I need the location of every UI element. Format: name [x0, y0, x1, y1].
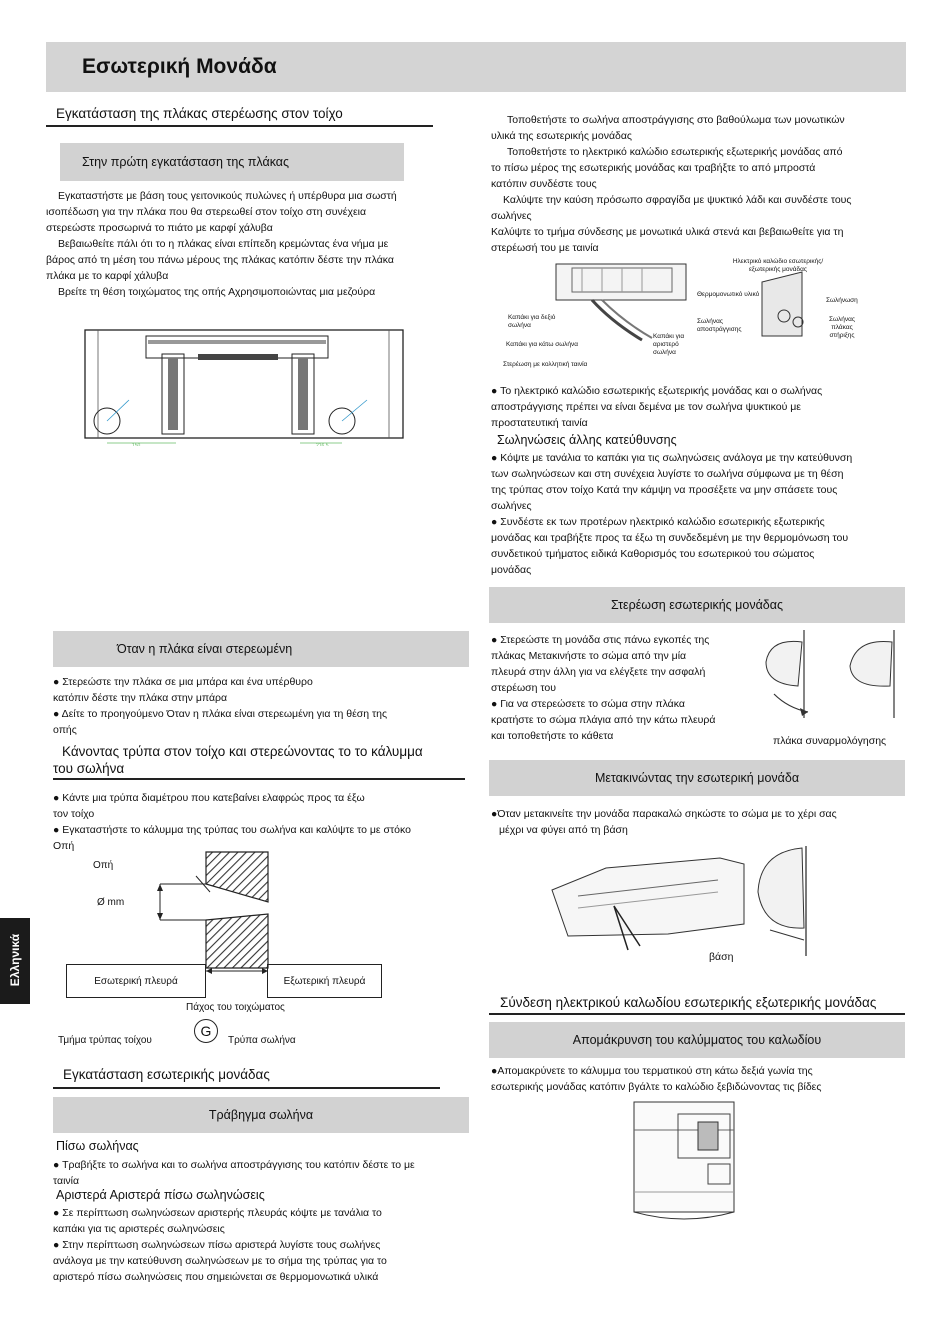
label-right-cap: Καπάκι για δεξιό σωλήνα: [508, 314, 556, 329]
text-line: συνδετικού τμήματος ειδικά Καθορισμός του εσωτερικού του σώματος: [491, 548, 815, 560]
text-line: Καλύψτε την καύση πρόσωπο σφραγίδα με ψυκτικό λάδι και συνδέστε τους: [503, 194, 852, 206]
left-pipes-text: [53, 1205, 465, 1285]
g-symbol-label: G: [200, 1023, 212, 1039]
assembly-plate-caption: πλάκα συναρμολόγησης: [773, 735, 887, 747]
text-line: των σωληνώσεων και στη συνέχεια λυγίστε το σωλήνα σύμφωνα με τη θέση: [491, 468, 844, 480]
text-line: ● Για να στερεώσετε το σώμα στην πλάκα: [491, 698, 685, 710]
subsection-box-cable-cover: [489, 1022, 905, 1058]
section-title-install-indoor: Εγκατάσταση εσωτερικής μονάδας: [63, 1067, 270, 1082]
subsection-box-move-unit: [489, 760, 905, 796]
page-title-bar: [46, 42, 906, 92]
text-line: ανάλογα με την κατεύθυνση σωληνώσεων με το σήμα της τρύπας για το: [53, 1255, 387, 1267]
diagram-hole-label: Οπή: [93, 860, 114, 871]
text-line: βάρος από τη μέση του πάνω μέρους της πλάκας κατόπιν δέστε την πλάκα: [46, 254, 394, 266]
text-line: Καλύψτε το τμήμα σύνδεσης με μονωτικά υλικά στενά και βεβαιωθείτε για τη: [491, 226, 844, 238]
label-bottom-cap: Καπάκι για κάτω σωλήνα: [506, 341, 579, 348]
text-line: στερέωση του: [491, 682, 556, 694]
section-title-drilling-2: του σωλήνα: [53, 761, 125, 776]
subsection-box-label: Τράβηγμα σωλήνα: [208, 1108, 314, 1122]
text-line: καπάκι για τις αριστερές σωληνώσεις: [53, 1223, 225, 1235]
text-line: ● Στερεώστε τη μονάδα στις πάνω εγκοπές της: [491, 634, 710, 646]
base-caption: βάση: [709, 951, 734, 963]
diagram-inner-side-box: [66, 964, 206, 998]
text-line: πλευρά στην άλλη για να ελέγξετε την ασφαλή: [491, 666, 706, 678]
text-line: μονάδας και τραβήξτε προς τα έξω τη συνδεδεμένη με την θερμομόνωση του: [491, 532, 849, 544]
text-line: ● Στην περίπτωση σωληνώσεων πίσω αριστερά λυγίστε τους σωλήνες: [53, 1239, 381, 1251]
text-line: ● Το ηλεκτρικό καλώδιο εσωτερικής εξωτερικής μονάδας και ο σωλήνας: [491, 385, 823, 397]
label-drain: Σωλήνας αποστράγγισης: [697, 318, 742, 333]
text-line: ● Εγκαταστήστε το κάλυμμα της τρύπας του σωλήνα και καλύψτε το με στόκο: [53, 824, 411, 836]
subheading-left-pipes: Αριστερά Αριστερά πίσω σωληνώσεις: [56, 1188, 265, 1202]
subheading-rear-pipe: Πίσω σωλήνας: [56, 1139, 139, 1153]
text-line: ισοπέδωση για την πλάκα που θα στερεωθεί στον τοίχο στη συνέχεια: [46, 206, 367, 218]
section-rule: [489, 1013, 905, 1015]
text-line: ● Δείτε το προηγούμενο Όταν η πλάκα είναι στερεωμένη για τη θέση της: [53, 708, 388, 720]
text-line: μονάδας: [491, 564, 532, 576]
text-line: υλικά της εσωτερικής μονάδας: [491, 130, 632, 142]
text-line: οπής: [53, 724, 77, 736]
diagram-inner-side-label: Εσωτερική πλευρά: [94, 975, 178, 987]
text-line: μέχρι να φύγει από τη βάση: [499, 824, 628, 836]
thickness-arrow: [206, 968, 268, 974]
text-line: το πίσω μέρος της εσωτερικής μονάδας και τραβήξτε το από μπροστά: [491, 162, 816, 174]
subsection-box-label: Στην πρώτη εγκατάσταση της πλάκας: [82, 155, 290, 169]
section-title-wall-plate: Εγκατάσταση της πλάκας στερέωσης στον τοίχο: [56, 106, 343, 121]
subsection-box-label: Απομάκρυνση του καλύμματος του καλωδίου: [572, 1033, 822, 1047]
text-line: ● Τραβήξτε το σωλήνα και το σωλήνα αποστράγγισης του κατόπιν δέστε το με: [53, 1159, 415, 1171]
section-title-electrical: Σύνδεση ηλεκτρικού καλωδίου εσωτερικής εξωτερικής μονάδας: [500, 995, 877, 1010]
label-piping: Σωλήνωση: [826, 297, 858, 304]
first-install-text: [46, 188, 451, 300]
g-symbol-icon: [194, 1019, 218, 1043]
move-unit-text: [491, 806, 904, 838]
text-line: Οπή: [53, 840, 75, 852]
text-line: ●Όταν μετακινείτε την μονάδα παρακαλώ σηκώστε το σώμα με το χέρι σας: [491, 808, 837, 820]
text-line: εσωτερικής μονάδας κατόπιν βγάλτε το καλώδιο ξεβιδώνοντας τις βίδες: [491, 1081, 822, 1093]
text-line: ● Κάντε μια τρύπα διαμέτρου που κατεβαίνει ελαφρώς προς τα έξω: [53, 792, 365, 804]
text-line: ● Συνδέστε εκ των προτέρων ηλεκτρικό καλώδιο εσωτερικής εξωτερικής: [491, 516, 825, 528]
fix-unit-figure: [760, 626, 906, 726]
text-line: σωλήνες: [491, 500, 532, 512]
subheading-other-direction: Σωληνώσεις άλλης κατεύθυνσης: [497, 433, 677, 447]
text-line: ● Κόψτε με τανάλια το καπάκι για τις σωληνώσεις ανάλογα με την κατεύθυνση: [491, 452, 853, 464]
move-unit-figure: [548, 846, 834, 956]
subsection-box-fix-unit: [489, 587, 905, 623]
subsection-box-pull-pipe: [53, 1097, 469, 1133]
diagram-outer-side-label: Εξωτερική πλευρά: [283, 975, 366, 987]
page-title: Εσωτερική Μονάδα: [82, 55, 277, 78]
label-tape: Στερέωση με κολλητική ταινία: [503, 361, 588, 368]
text-line: ● Στερεώστε την πλάκα σε μια μπάρα και ένα υπέρθυρο: [53, 676, 313, 688]
text-line: κατόπιν δέστε την πλάκα στην μπάρα: [53, 692, 228, 704]
language-tab-label: Ελληνικά: [8, 933, 22, 987]
drilling-text: [53, 790, 465, 854]
text-line: κρατήστε το σώμα πλάγια από την κάτω πλευρά: [491, 714, 716, 726]
diagram-hole-part-label: Τμήμα τρύπας τοίχου: [58, 1035, 152, 1046]
diagram-diameter-label: Ø mm: [97, 897, 125, 908]
subsection-box-label: Μετακινώντας την εσωτερική μονάδα: [594, 771, 800, 785]
cable-bound-text: [491, 383, 904, 431]
text-line: Εγκαταστήστε με βάση τους γειτονικούς πυλώνες ή υπέρθυρα μια σωστή: [58, 190, 397, 202]
plate-fixed-text: [53, 674, 465, 738]
subsection-box-plate-fixed: [53, 631, 469, 667]
diagram-pipe-hole-label: Τρύπα σωλήνα: [228, 1035, 296, 1046]
text-line: προστατευτική ταινία: [491, 417, 588, 429]
label-support: Σωλήνας πλάκας στήριξης: [829, 316, 855, 339]
wall-hole-diagram: [150, 846, 280, 976]
subsection-box-label: Στερέωση εσωτερικής μονάδας: [610, 598, 784, 612]
mounting-plate-figure: [84, 328, 406, 446]
text-line: ● Σε περίπτωση σωληνώσεων αριστερής πλευράς κόψτε με τανάλια το: [53, 1207, 382, 1219]
text-line: στερεώστε προσωρινά το πιάτο με καρφί χάλυβα: [46, 222, 273, 234]
text-line: της τρύπας στον τοίχο Κατά την κάμψη να προσέξετε να μην σπάσετε τους: [491, 484, 838, 496]
cable-cover-text: [491, 1063, 904, 1095]
other-direction-text: [491, 450, 904, 578]
dimension-right: 216.5: [316, 443, 329, 446]
section-rule: [53, 1087, 440, 1089]
text-line: ●Απομακρύνετε το κάλυμμα του τερματικού στη κάτω δεξιά γωνία της: [491, 1065, 813, 1077]
text-line: αποστράγγισης πρέπει να είναι δεμένα με τον σωλήνα ψυκτικού με: [491, 401, 801, 413]
text-line: πλάκας Μετακινήστε το σώμα από την μία: [491, 650, 687, 662]
diagram-outer-side-box: [267, 964, 382, 998]
section-title-drilling: Κάνοντας τρύπα στον τοίχο και στερεώνοντας το το κάλυμμα: [62, 744, 423, 759]
label-insulation: Θερμομονωτικό υλικό: [697, 291, 760, 298]
text-line: και τοποθετήστε το κάθετα: [491, 730, 614, 742]
section-rule: [46, 125, 433, 127]
fix-unit-text: [491, 632, 747, 744]
label-left-cap: Καπάκι για αριστερό σωλήνα: [653, 333, 685, 356]
text-line: τον τοίχο: [53, 808, 95, 820]
rear-pipe-text: [53, 1157, 465, 1189]
text-line: Βρείτε τη θέση τοιχώματος της οπής Αχρησιμοποιώντας μια μεζούρα: [58, 286, 376, 298]
subsection-box-first-install: [60, 143, 404, 181]
drain-pipe-text: [491, 112, 904, 256]
text-line: στερέωσή του με ταινία: [491, 242, 599, 254]
text-line: σωλήνες: [491, 210, 532, 222]
terminal-cover-figure: [632, 1100, 738, 1230]
text-line: κατόπιν συνδέστε τους: [491, 178, 597, 190]
dimension-left: 150: [132, 443, 141, 446]
language-tab: [0, 918, 30, 1004]
diagram-thickness-label: Πάχος του τοιχώματος: [186, 1002, 285, 1013]
text-line: ταινία: [53, 1175, 80, 1187]
subsection-box-label: Όταν η πλάκα είναι στερεωμένη: [117, 642, 293, 656]
text-line: Τοποθετήστε το σωλήνα αποστράγγισης στο βαθούλωμα των μονωτικών: [507, 114, 845, 126]
label-cable: Ηλεκτρικό καλώδιο εσωτερικής/ εξωτερικής μονάδας: [732, 258, 824, 273]
text-line: πλάκα με το καρφί χάλυβα: [46, 270, 169, 282]
section-rule: [53, 778, 465, 780]
text-line: Τοποθετήστε το ηλεκτρικό καλώδιο εσωτερικής εξωτερικής μονάδας από: [507, 146, 843, 158]
text-line: Βεβαιωθείτε πάλι ότι το η πλάκας είναι επίπεδη κρεμώντας ένα νήμα με: [58, 238, 389, 250]
text-line: αριστερό πίσω σωληνώσεις που σημειώνεται σε θερμομονωτικά υλικά: [53, 1271, 379, 1283]
